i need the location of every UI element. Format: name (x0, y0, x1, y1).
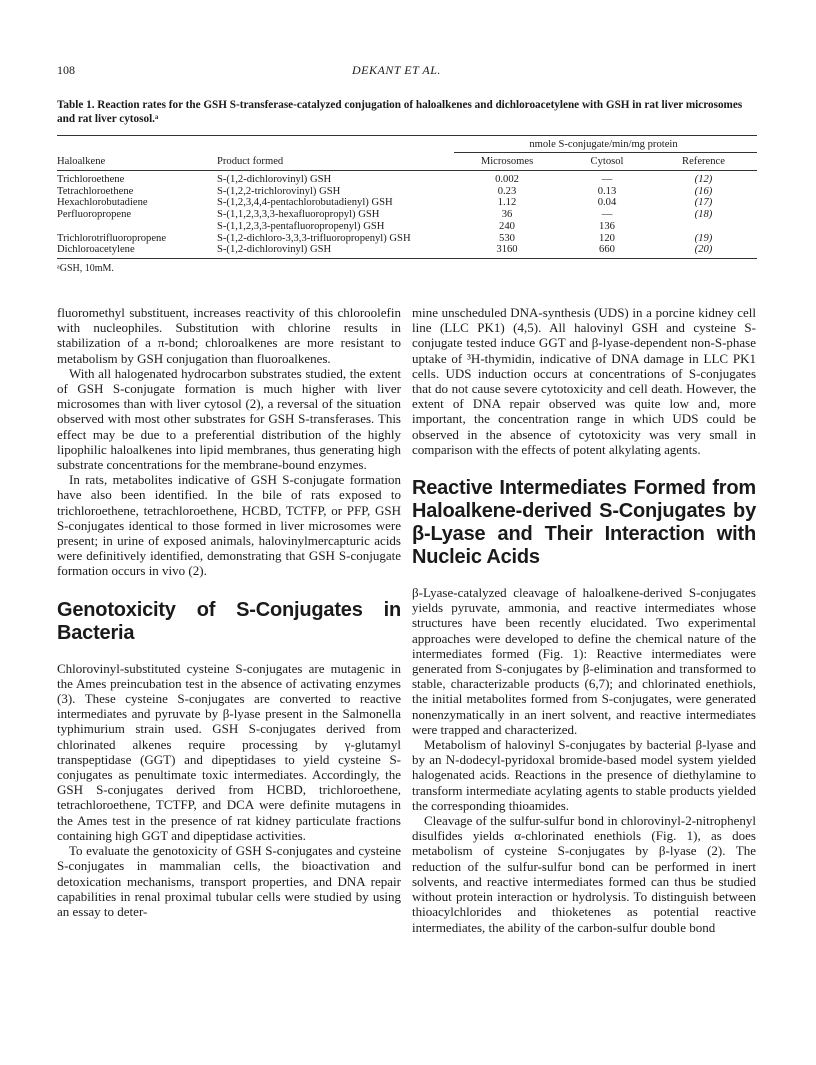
col-header-reference: Reference (682, 156, 725, 167)
table-row: Perfluoropropene S-(1,1,2,3,3,3-hexafluoropropyl) GSH 36 — (18) (57, 209, 713, 221)
page-number: 108 (57, 63, 75, 77)
paragraph: Chlorovinyl-substituted cysteine S-conjugates are mutagenic in the Ames preincubation test in the absence of activating enzymes (3). These cysteine S-conjugates are converted to reactive intermediates and pyruvate by β-lyase present in the Salmonella typhimurium strain used. GSH S-conjugates derived from chlorinated alkenes require processing by γ-glutamyl transpeptidase (GGT) and dipeptidases to yield cysteine S-conjugates as penultimate toxic intermediates. Accordingly, the GSH S-conjugates derived from HCBD, trichloroethene, tetrachloroethene, TCTFP, and DCA were definite mutagens in the Ames test in the presence of rat kidney particulate fractions containing high GGT and dipeptidase activities. (57, 660, 401, 843)
col-header-haloalkene: Haloalkene (57, 156, 106, 167)
table-footnote: ᵃGSH, 10mM. (57, 263, 114, 274)
section-heading: Reactive Intermediates Formed from Haloalkene-derived S-Conjugates by β-Lyase and Their Interaction with Nucleic Acids (412, 477, 756, 569)
paragraph: Cleavage of the sulfur-sulfur bond in chlorovinyl-2-nitrophenyl disulfides yields α-chlorinated enethiols (Fig. 1), as does metabolism of cysteine S-conjugates by β-lyase (2). The reduction of the sulfur-sulfur bond can be performed in inert solvents, and reactive intermediates formed can thus be studied without protein interaction or hydrolysis. To distinguish between thioacylchlorides and thioketenes as potential reactive intermediates, the ability of the carbon-sulfur double bond (412, 813, 756, 935)
col-header-cytosol: Cytosol (590, 156, 624, 167)
col-header-microsomes: Microsomes (480, 156, 534, 167)
table-body (57, 171, 757, 256)
left-column (57, 305, 401, 919)
table-row: Tetrachloroethene S-(1,2,2-trichlorovinyl) GSH 0.23 0.13 (16) (57, 185, 713, 197)
table-row: Trichlorotrifluoropropene S-(1,2-dichloro-3,3,3-trifluoropropenyl) GSH 530 120 (19) (57, 232, 713, 244)
paragraph: β-Lyase-catalyzed cleavage of haloalkene-derived S-conjugates yields pyruvate, ammonia, and reactive intermediates whose structures have been recently elucidated. Two experimental approaches were developed to define the chemical nature of the intermediates formed (Fig. 1): Reactive intermediates were generated from S-conjugates by β-elimination and transformed to stable, characterizable products (6,7); and chlorinated enethiols, the initial metabolites formed from S-conjugates, were generated nonenzymatically in an inert solvent, and reactive intermediates were trapped and characterized. (412, 585, 756, 737)
paragraph: Metabolism of halovinyl S-conjugates by bacterial β-lyase and by an N-dodecyl-pyridoxal bromide-based model system yielded halogenated acids. Reactions in the presence of diethylamine to transform intermediate acylating agents to stable products yielded the corresponding thioamides. (412, 737, 756, 813)
section-heading: Genotoxicity of S-Conjugates in Bacteria (57, 598, 401, 644)
paragraph: mine unscheduled DNA-synthesis (UDS) in a porcine kidney cell line (LLC PK1) (4,5). All halovinyl GSH and cysteine S-conjugate tested induce GGT and β-lyase-dependent non-S-phase uptake of ³H-thymidin, indicative of DNA damage in LLC PK1 cells. UDS induction occurs at concentrations of S-conjugates that do not cause severe cytotoxicity and cell death. However, the extent of DNA repair observed was quite low and, more important, the concentration range in which UDS could be observed in the absence of cytotoxicity was very small in comparison with the effects of potent alkylating agents. (412, 305, 756, 457)
right-column (412, 305, 756, 935)
table-bottom-rule (57, 258, 757, 259)
table-caption: Table 1. Reaction rates for the GSH S-transferase-catalyzed conjugation of haloalkenes and dichloroacetylene with GSH in rat liver microsomes and rat liver cytosol.ᵃ (57, 99, 743, 125)
col-header-product: Product formed (217, 156, 284, 167)
paragraph: In rats, metabolites indicative of GSH S-conjugate formation have also been identified. In the bile of rats exposed to trichloroethene, tetrachloroethene, HCBD, TCTFP, or PFP, GSH S-conjugates identical to those formed in liver microsomes were present; in urine of exposed animals, halovinylmercapturic acids were definitively identified, demonstrating that GSH S-conjugate formation occurs in vivo (2). (57, 472, 401, 579)
table-row: S-(1,1,2,3,3-pentafluoropropenyl) GSH 240 136 (217, 220, 615, 232)
reaction-rates-table (57, 136, 757, 256)
paragraph: fluoromethyl substituent, increases reactivity of this chloroolefin with nucleophiles. Substitution with chlorine results in stabilization of a π-bond; chloroalkenes are more resistant to metabolism by GSH conjugation than fluoroalkenes. (57, 305, 401, 366)
paragraph: To evaluate the genotoxicity of GSH S-conjugates and cysteine S-conjugates in mammalian cells, the bioactivation and detoxication mechanisms, transport properties, and DNA repair capabilities in renal proximal tubular cells were studied by using an essay to deter- (57, 843, 401, 919)
table-row: Dichloroacetylene S-(1,2-dichlorovinyl) GSH 3160 660 (20) (57, 244, 713, 256)
paragraph: With all halogenated hydrocarbon substrates studied, the extent of GSH S-conjugate formation is much higher with liver microsomes than with liver cytosol (2), a reversal of the situation observed with most other substrates for GSH S-transferases. This effect may be due to a preferential distribution of the highly lipophilic haloalkenes into lipid membranes, thus generating high substrate concentrations for the membrane-bound enzymes. (57, 365, 401, 473)
running-title: DEKANT ET AL. (352, 63, 441, 77)
table-row: Trichloroethene S-(1,2-dichlorovinyl) GSH 0.002 — (12) (57, 174, 713, 185)
table-row: Hexachlorobutadiene S-(1,2,3,4,4-pentachlorobutadienyl) GSH 1.12 0.04 (17) (57, 197, 713, 209)
table-spanner: nmole S-conjugate/min/mg protein (529, 139, 678, 150)
